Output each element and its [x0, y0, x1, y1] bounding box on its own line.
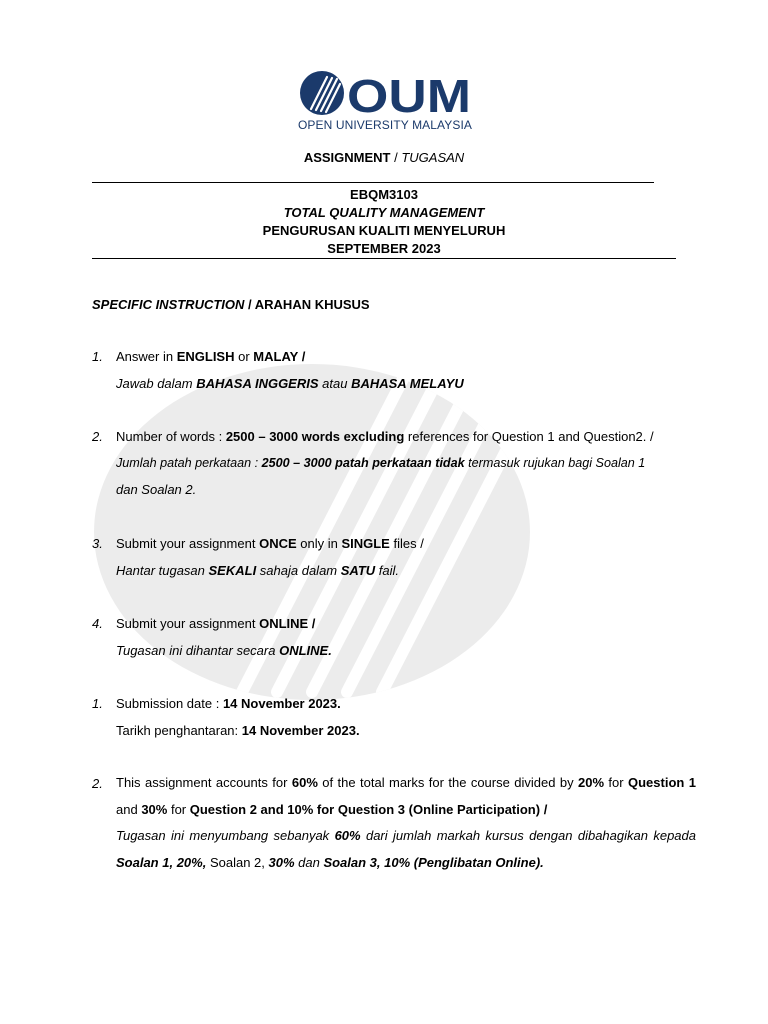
t: BAHASA INGGERIS — [196, 376, 319, 391]
instruction-en: SPECIFIC INSTRUCTION — [92, 297, 245, 312]
t: 60% — [334, 828, 361, 843]
t: Submission date : — [116, 696, 223, 711]
item-2-en — [116, 423, 654, 450]
item-2-ms — [116, 450, 645, 477]
t: Number of words : — [116, 429, 226, 444]
course-title-ms: PENGURUSAN KUALITI MENYELURUH — [262, 223, 506, 238]
t: 30% — [268, 854, 295, 870]
t: Answer in — [116, 349, 177, 364]
instruction-ms: ARAHAN KHUSUS — [254, 297, 370, 312]
submission-date-ms-value: 14 November 2023. — [241, 723, 360, 738]
item-2-ms-cont: dan Soalan 2. — [116, 482, 197, 497]
t: Hantar tugasan — [116, 563, 209, 578]
t: references for Question 1 and Question2. / — [404, 429, 654, 444]
t: 30% — [141, 801, 168, 817]
submission-date-en — [116, 690, 341, 717]
oum-logo — [298, 70, 478, 136]
item-number: 1. — [92, 349, 103, 364]
submission-date-ms — [116, 717, 360, 744]
t: for — [604, 775, 628, 790]
t: dari jumlah markah kursus dengan dibahagikan kepada — [360, 828, 696, 843]
t: Tugasan ini dihantar secara — [116, 643, 280, 658]
t: Tugasan ini menyumbang sebanyak — [116, 828, 335, 843]
t: 2500 – 3000 patah perkataan tidak — [261, 456, 465, 470]
item-4-ms — [116, 637, 332, 664]
t: This assignment accounts for — [116, 775, 292, 790]
t: Question 1 — [628, 775, 696, 790]
t: Submit your assignment — [116, 536, 260, 551]
t: ENGLISH — [176, 349, 235, 364]
t: atau — [318, 376, 352, 391]
t: Soalan 3, 10% (Penglibatan Online). — [323, 854, 544, 870]
t: Tarikh penghantaran: — [116, 723, 242, 738]
t: fail. — [375, 563, 400, 578]
item-number: 1. — [92, 696, 103, 711]
t: Soalan 2, — [206, 854, 269, 870]
t: MALAY / — [253, 349, 306, 364]
assignment-sep: / — [390, 150, 402, 165]
t: ONCE — [259, 536, 297, 551]
item-1-ms — [116, 370, 464, 397]
course-title-en: TOTAL QUALITY MANAGEMENT — [283, 205, 485, 220]
marks-ms — [116, 823, 696, 876]
course-code: EBQM3103 — [350, 187, 418, 202]
t: only in — [296, 536, 342, 551]
item-4-en — [116, 610, 315, 637]
heading-divider — [92, 182, 654, 183]
t: SEKALI — [208, 563, 257, 578]
assignment-ms: TUGASAN — [401, 150, 465, 165]
item-number: 2. — [92, 776, 103, 791]
t: of the total marks for the course divided by — [317, 775, 578, 790]
t: or — [234, 349, 254, 364]
t: for — [167, 801, 190, 817]
semester: SEPTEMBER 2023 — [327, 241, 441, 256]
t: 2500 – 3000 words excluding — [225, 429, 405, 444]
specific-instruction-heading — [92, 291, 370, 318]
item-3-ms — [116, 557, 399, 584]
oum-logo-mark — [298, 70, 476, 118]
marks-en — [116, 770, 696, 823]
t: dan — [294, 854, 324, 870]
item-3-en — [116, 530, 424, 557]
t: Question 2 and 10% for Question 3 (Online Participation) / — [189, 801, 548, 817]
item-number: 2. — [92, 429, 103, 444]
t: SINGLE — [341, 536, 390, 551]
t: Submit your assignment — [116, 616, 260, 631]
logo-letters: OUM — [347, 70, 471, 118]
t: sahaja dalam — [256, 563, 341, 578]
t: ONLINE / — [259, 616, 316, 631]
t: ONLINE. — [279, 643, 332, 658]
item-number: 4. — [92, 616, 103, 631]
t: BAHASA MELAYU — [351, 376, 464, 391]
header-divider — [92, 258, 676, 259]
t: Soalan 1, 20%, — [116, 854, 207, 870]
t: 60% — [291, 775, 318, 790]
t: SATU — [340, 563, 376, 578]
t: and — [116, 801, 142, 817]
item-number: 3. — [92, 536, 103, 551]
item-1-en — [116, 343, 305, 370]
logo-subtitle: OPEN UNIVERSITY MALAYSIA — [298, 118, 473, 132]
assignment-en: ASSIGNMENT — [303, 150, 391, 165]
instruction-sep: / — [244, 297, 255, 312]
t: termasuk rujukan bagi Soalan 1 — [464, 456, 646, 470]
t: files / — [389, 536, 424, 551]
t: 20% — [577, 775, 605, 790]
assignment-heading — [92, 150, 676, 165]
submission-date: 14 November 2023. — [222, 696, 341, 711]
t: Jawab dalam — [116, 376, 197, 391]
t: Jumlah patah perkataan : — [116, 456, 262, 470]
